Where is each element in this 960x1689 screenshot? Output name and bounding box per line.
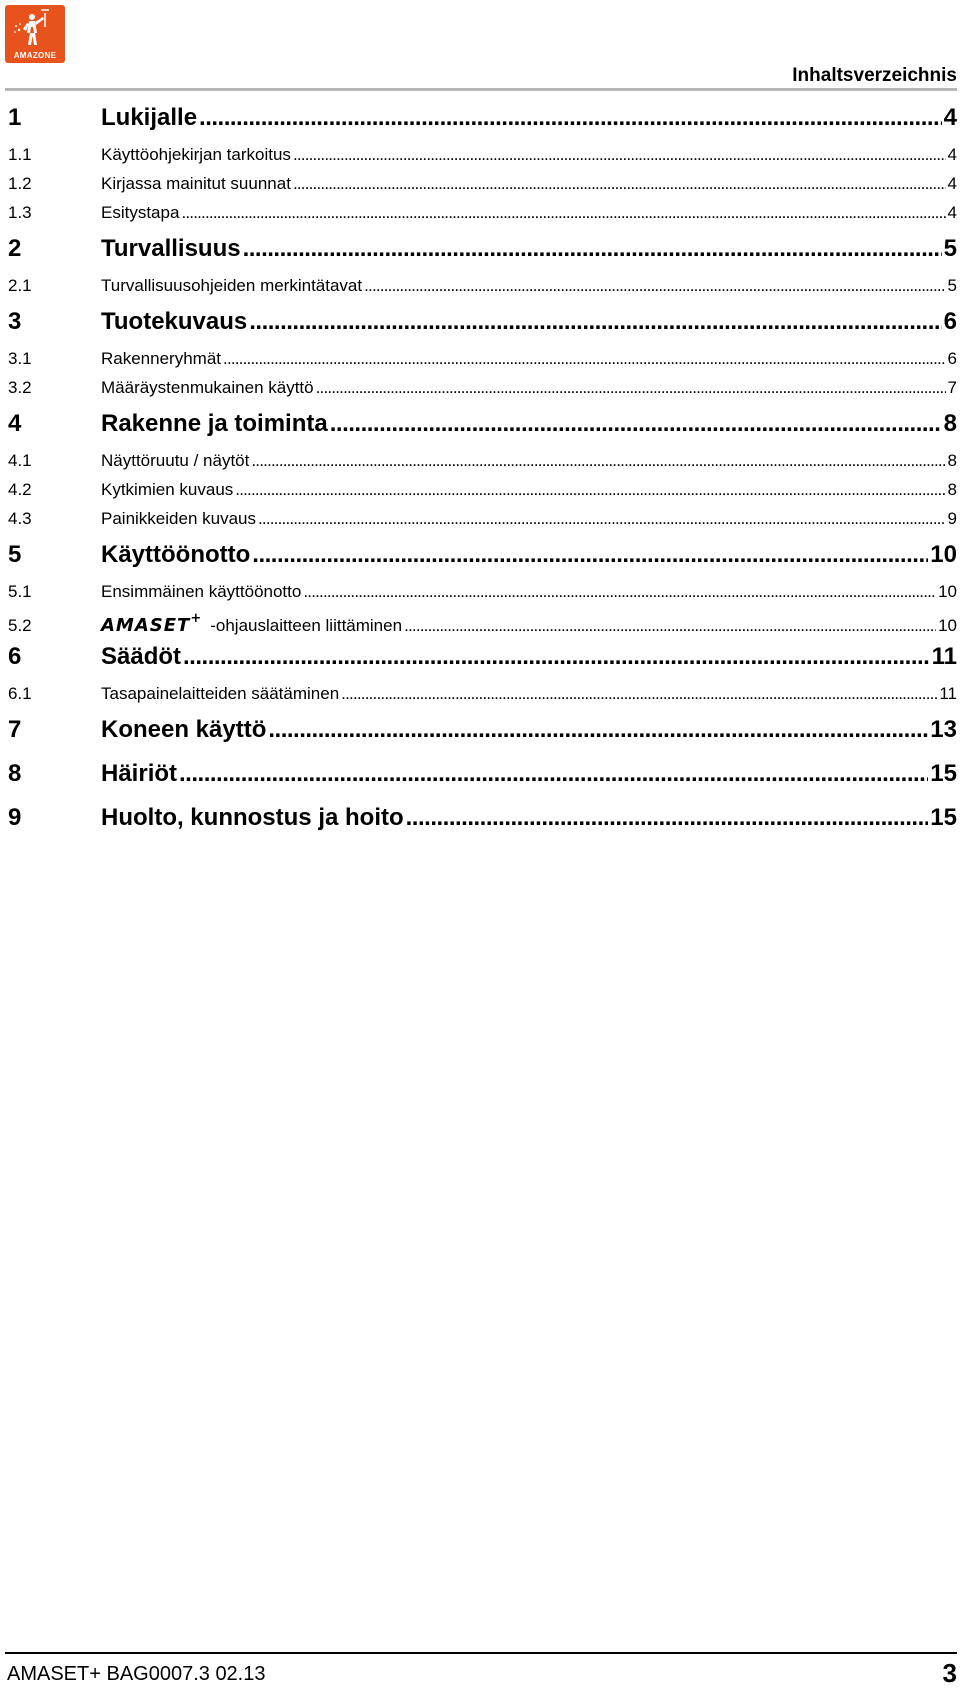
toc-leader-dots	[293, 169, 946, 198]
toc-title	[101, 96, 197, 140]
toc-title	[101, 679, 339, 708]
toc-title	[101, 344, 221, 373]
toc-number: 1.1	[8, 145, 32, 164]
toc-number: 2	[8, 235, 22, 262]
toc-number: 1	[8, 104, 22, 131]
toc-page-number: 5	[943, 235, 957, 262]
toc-title	[101, 796, 404, 840]
toc-section-row[interactable]	[8, 271, 957, 300]
toc-section-row[interactable]	[8, 198, 957, 227]
toc-title	[101, 198, 179, 227]
toc-number: 4	[8, 410, 22, 437]
toc-title-text: Kytkimien kuvaus	[101, 480, 234, 499]
toc-page-number: 6	[947, 349, 957, 368]
toc-page-number: 4	[943, 104, 957, 131]
header-rule	[5, 88, 957, 91]
toc-leader-dots	[316, 373, 946, 402]
toc-page-number: 15	[930, 760, 957, 787]
toc-number: 3.2	[8, 378, 32, 397]
toc-chapter-row[interactable]	[8, 796, 957, 840]
toc-title	[101, 300, 247, 344]
toc-leader-dots	[341, 679, 937, 708]
toc-leader-dots	[303, 577, 936, 606]
toc-leader-dots	[183, 635, 930, 679]
toc-page-number: 11	[939, 684, 957, 703]
toc-chapter-row[interactable]	[8, 533, 957, 577]
toc-title	[101, 635, 181, 679]
toc-section-row[interactable]	[8, 373, 957, 402]
toc-number: 5	[8, 541, 22, 568]
toc-title-text: Rakenne ja toiminta	[101, 410, 328, 437]
toc-title-text: Tasapainelaitteiden säätäminen	[101, 684, 340, 703]
toc-page-number: 4	[947, 203, 957, 222]
toc-page-number: 10	[938, 582, 957, 601]
toc-number: 4.2	[8, 480, 32, 499]
toc-title-text: Näyttöruutu / näytöt	[101, 451, 250, 470]
sower-figure-icon	[5, 5, 65, 51]
footer-doc-id: AMASET+ BAG0007.3 02.13	[7, 1663, 266, 1685]
toc-title-text: Koneen käyttö	[101, 716, 267, 743]
toc-number: 1.3	[8, 203, 32, 222]
toc-leader-dots	[364, 271, 945, 300]
toc-number: 8	[8, 760, 22, 787]
section-title: Inhaltsverzeichnis	[792, 65, 957, 86]
toc-title-text: -ohjauslaitteen liittäminen	[210, 616, 403, 635]
toc-number: 4.1	[8, 451, 32, 470]
toc-section-row[interactable]	[8, 475, 957, 504]
toc-section-row[interactable]	[8, 577, 957, 606]
toc-chapter-row[interactable]	[8, 708, 957, 752]
toc-section-row[interactable]	[8, 679, 957, 708]
toc-title-text: Säädöt	[101, 643, 182, 670]
toc-section-row[interactable]	[8, 446, 957, 475]
toc-chapter-row[interactable]	[8, 96, 957, 140]
toc-leader-dots	[243, 227, 942, 271]
toc-title	[101, 533, 250, 577]
toc-page-number: 9	[947, 509, 957, 528]
toc-leader-dots	[252, 533, 928, 577]
footer-page-number: 3	[942, 1658, 957, 1688]
toc-number: 3.1	[8, 349, 32, 368]
toc-leader-dots	[330, 402, 942, 446]
toc-leader-dots	[293, 140, 946, 169]
toc-title	[101, 752, 177, 796]
amaset-brand-plus: +	[190, 611, 203, 626]
toc-title	[101, 140, 291, 169]
toc-title-text: Käyttöohjekirjan tarkoitus	[101, 145, 291, 164]
toc-number: 5.2	[8, 616, 32, 635]
toc-page-number: 4	[947, 145, 957, 164]
toc-page-number: 8	[947, 451, 957, 470]
toc-chapter-row[interactable]	[8, 402, 957, 446]
toc-section-row[interactable]	[8, 140, 957, 169]
toc-title-text: Turvallisuusohjeiden merkintätavat	[101, 276, 363, 295]
toc-number: 1.2	[8, 174, 32, 193]
toc-title	[101, 373, 314, 402]
toc-page-number: 10	[938, 616, 957, 635]
toc-chapter-row[interactable]	[8, 300, 957, 344]
toc-number: 9	[8, 804, 22, 831]
toc-title-text: Tuotekuvaus	[101, 308, 248, 335]
toc-section-row[interactable]	[8, 606, 957, 635]
toc-page-number: 13	[930, 716, 957, 743]
toc-title-text: Rakenneryhmät	[101, 349, 222, 368]
toc-section-row[interactable]	[8, 344, 957, 373]
toc-chapter-row[interactable]	[8, 752, 957, 796]
amaset-brand-text: AMASET	[101, 615, 191, 636]
toc-number: 6.1	[8, 684, 32, 703]
toc-page-number: 15	[930, 804, 957, 831]
toc-leader-dots	[251, 446, 945, 475]
toc-number: 6	[8, 643, 22, 670]
toc-title	[101, 271, 362, 300]
toc-leader-dots	[223, 344, 946, 373]
toc-title	[101, 708, 266, 752]
toc-title-text: Huolto, kunnostus ja hoito	[101, 804, 404, 831]
footer-rule	[5, 1652, 957, 1654]
toc-chapter-row[interactable]	[8, 635, 957, 679]
toc-page-number: 10	[930, 541, 957, 568]
toc-section-row[interactable]	[8, 504, 957, 533]
toc-title	[101, 169, 291, 198]
toc-page-number: 5	[947, 276, 957, 295]
toc-leader-dots	[258, 504, 946, 533]
logo-text: AMAZONE	[13, 51, 57, 60]
toc-title-text: Häiriöt	[101, 760, 178, 787]
toc-title-text: Lukijalle	[101, 104, 198, 131]
table-of-contents	[8, 96, 957, 840]
toc-number: 4.3	[8, 509, 32, 528]
toc-number: 2.1	[8, 276, 32, 295]
toc-number: 5.1	[8, 582, 32, 601]
toc-leader-dots	[249, 300, 941, 344]
toc-title	[101, 446, 249, 475]
toc-leader-dots	[235, 475, 945, 504]
toc-title-text: Kirjassa mainitut suunnat	[101, 174, 291, 193]
toc-title	[101, 402, 328, 446]
toc-title	[101, 577, 301, 606]
toc-page-number: 8	[943, 410, 957, 437]
toc-leader-dots	[181, 198, 945, 227]
toc-title-text: Painikkeiden kuvaus	[101, 509, 256, 528]
toc-title	[101, 227, 241, 271]
toc-number: 7	[8, 716, 22, 743]
toc-page-number: 8	[947, 480, 957, 499]
toc-page-number: 6	[943, 308, 957, 335]
toc-title-text: Esitystapa	[101, 203, 180, 222]
toc-title-text: Turvallisuus	[101, 235, 241, 262]
toc-leader-dots	[268, 708, 928, 752]
toc-title-text: Käyttöönotto	[101, 541, 251, 568]
toc-section-row[interactable]	[8, 169, 957, 198]
toc-page-number: 11	[931, 643, 957, 670]
toc-title-text: Määräystenmukainen käyttö	[101, 378, 314, 397]
toc-title-text: Ensimmäinen käyttöönotto	[101, 582, 302, 601]
toc-title	[101, 475, 233, 504]
toc-number: 3	[8, 308, 22, 335]
toc-chapter-row[interactable]	[8, 227, 957, 271]
toc-page-number: 4	[947, 174, 957, 193]
toc-leader-dots	[406, 796, 929, 840]
toc-leader-dots	[199, 96, 942, 140]
toc-title	[101, 504, 256, 533]
toc-page-number: 7	[947, 378, 957, 397]
toc-leader-dots	[179, 752, 928, 796]
amazone-logo	[5, 5, 65, 63]
